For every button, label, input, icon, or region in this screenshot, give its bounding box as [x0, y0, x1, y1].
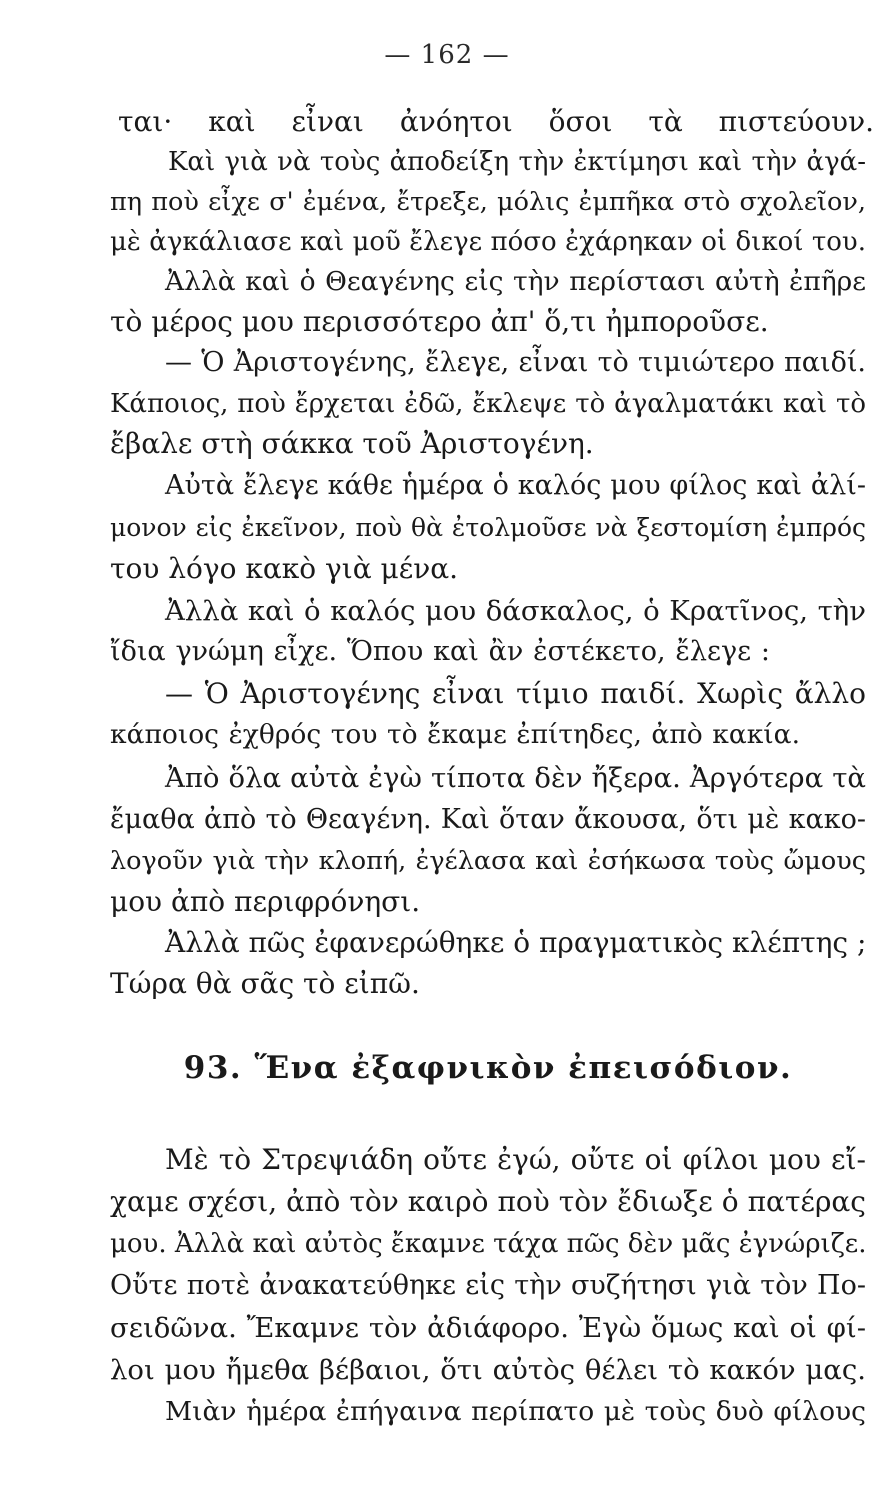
text-line: Μιὰν ἡμέρα ἐπήγαινα περίπατο μὲ τοὺς δυὸ φίλους	[165, 1396, 866, 1427]
text-line: Αὐτὰ ἔλεγε κάθε ἡμέρα ὁ καλός μου φίλος καὶ ἀλί-	[165, 470, 866, 501]
text-line: Ἀπὸ ὅλα αὐτὰ ἐγὼ τίποτα δὲν ἤξερα. Ἀργότερα τὰ	[165, 762, 866, 794]
text-line: Κάποιος, ποὺ ἔρχεται ἐδῶ, ἔκλεψε τὸ ἀγαλματάκι καὶ τὸ	[110, 389, 866, 419]
text-line: Ἀλλὰ καὶ ὁ καλός μου δάσκαλος, ὁ Κρατῖνος, τὴν	[165, 595, 866, 627]
text-line: Μὲ τὸ Στρεψιάδη οὔτε ἐγώ, οὔτε οἱ φίλοι μου εἴ-	[165, 1143, 866, 1176]
text-line: χαμε σχέσι, ἀπὸ τὸν καιρὸ ποὺ τὸν ἔδιωξε ὁ πατέρας	[110, 1185, 866, 1218]
page-number: — 162 —	[384, 40, 510, 70]
text-line: Ἀλλὰ πῶς ἐφανερώθηκε ὁ πραγματικὸς κλέπτης ;	[165, 926, 867, 959]
section-heading: 93. Ἕνα ἐξαφνικὸν ἐπεισόδιον.	[183, 1050, 793, 1086]
text-line: Οὔτε ποτὲ ἀνακατεύθηκε εἰς τὴν συζήτησι γιὰ τὸν Πο-	[110, 1270, 866, 1301]
text-line: Ἀλλὰ καὶ ὁ Θεαγένης εἰς τὴν περίστασι αὐτὴ ἐπῆρε	[165, 266, 866, 297]
text-line: μονον εἰς ἐκεῖνον, ποὺ θὰ ἐτολμοῦσε νὰ ξεστομίση ἐμπρός	[110, 513, 866, 542]
text-line: κάποιος ἐχθρός του τὸ ἔκαμε ἐπίτηδες, ἀπὸ κακία.	[110, 719, 800, 750]
text-line: ἴδια γνώμη εἶχε. Ὅπου καὶ ἂν ἐστέκετο, ἔλεγε :	[110, 636, 770, 667]
text-line: πη ποὺ εἶχε σ' ἐμένα, ἔτρεξε, μόλις ἐμπῆκα στὸ σχολεῖον,	[110, 187, 866, 217]
text-line: Καὶ γιὰ νὰ τοὺς ἀποδείξη τὴν ἐκτίμησι καὶ τὴν ἀγά-	[168, 147, 866, 177]
text-line: λοι μου ἤμεθα βέβαιοι, ὅτι αὐτὸς θέλει τὸ κακόν μας.	[110, 1354, 866, 1386]
text-line: του λόγο κακὸ γιὰ μένα.	[110, 552, 459, 585]
text-line: μου ἀπὸ περιφρόνησι.	[110, 885, 421, 918]
text-line: λογοῦν γιὰ τὴν κλοπή, ἐγέλασα καὶ ἐσήκωσα τοὺς ὤμους	[110, 846, 866, 876]
text-line: σειδῶνα. Ἔκαμνε τὸν ἀδιάφορο. Ἐγὼ ὅμως καὶ οἱ φί-	[110, 1312, 866, 1344]
text-line: ται· καὶ εἶναι ἀνόητοι ὅσοι τὰ πιστεύουν.	[118, 105, 874, 138]
text-line: Τώρα θὰ σᾶς τὸ εἰπῶ.	[110, 967, 420, 1000]
text-line: ἔβαλε στὴ σάκκα τοῦ Ἀριστογένη.	[110, 427, 594, 460]
text-line: τὸ μέρος μου περισσότερο ἀπ' ὅ,τι ἠμποροῦσε.	[110, 305, 769, 338]
text-line: ἔμαθα ἀπὸ τὸ Θεαγένη. Καὶ ὅταν ἄκουσα, ὅτι μὲ κακο-	[110, 804, 866, 835]
text-line: — Ὁ Ἀριστογένης, ἔλεγε, εἶναι τὸ τιμιώτερο παιδί.	[165, 347, 866, 378]
text-line: μὲ ἀγκάλιασε καὶ μοῦ ἔλεγε πόσο ἐχάρηκαν οἱ δικοί του.	[110, 227, 866, 257]
text-line: μου. Ἀλλὰ καὶ αὐτὸς ἔκαμνε τάχα πῶς δὲν μᾶς ἐγνώριζε.	[110, 1229, 867, 1259]
text-line: — Ὁ Ἀριστογένης εἶναι τίμιο παιδί. Χωρὶς ἄλλο	[165, 677, 866, 710]
